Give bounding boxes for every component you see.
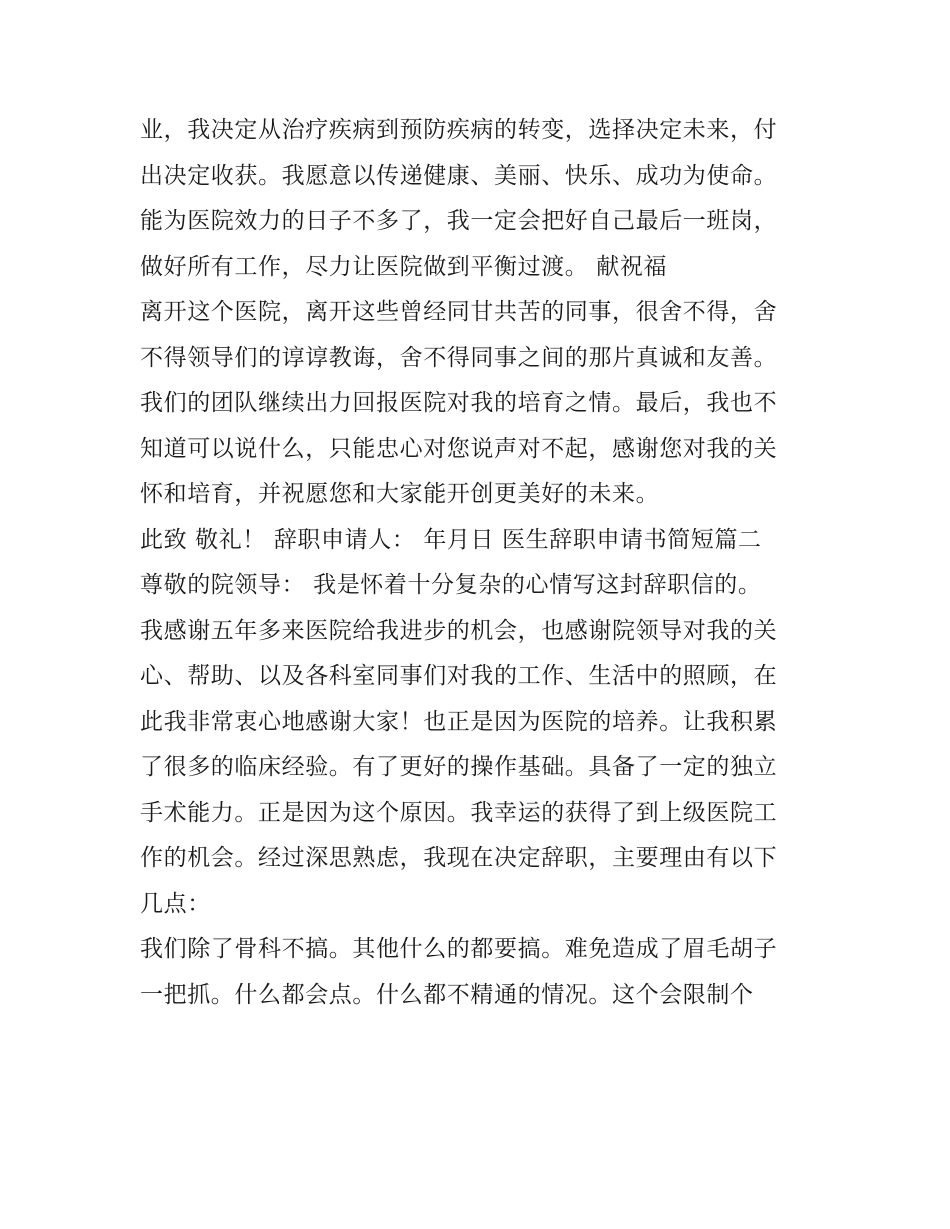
text-line: 离开这个医院，离开这些曾经同甘共苦的同事，很舍不得，舍 xyxy=(140,299,778,325)
text-line: 心、帮助、以及各科室同事们对我的工作、生活中的照顾，在 xyxy=(140,663,778,689)
text-line: 几点： xyxy=(140,890,211,917)
text-line: 一把抓。什么都会点。什么都不精通的情况。这个会限制个 xyxy=(140,981,754,1008)
text-line: 我们的团队继续出力回报医院对我的培育之情。最后，我也不 xyxy=(140,390,778,416)
text-line: 手术能力。正是因为这个原因。我幸运的获得了到上级医院工 xyxy=(140,799,778,826)
text-line: 我感谢五年多来医院给我进步的机会，也感谢院领导对我的关 xyxy=(140,617,778,644)
text-line: 我们除了骨科不搞。其他什么的都要搞。难免造成了眉毛胡子 xyxy=(140,936,778,962)
text-line: 此致 敬礼！ 辞职申请人： 年月日 医生辞职申请书简短篇二 xyxy=(140,526,762,553)
text-line: 怀和培育，并祝愿您和大家能开创更美好的未来。 xyxy=(140,481,660,507)
text-line: 尊敬的院领导： 我是怀着十分复杂的心情写这封辞职信的。 xyxy=(140,572,762,598)
text-line: 能为医院效力的日子不多了，我一定会把好自己最后一班岗， xyxy=(140,208,778,234)
text-line: 知道可以说什么，只能忠心对您说声对不起，感谢您对我的关 xyxy=(140,435,778,462)
text-line: 作的机会。经过深思熟虑，我现在决定辞职，主要理由有以下 xyxy=(140,845,778,871)
text-line: 出决定收获。我愿意以传递健康、美丽、快乐、成功为使命。 xyxy=(140,162,778,189)
text-line: 业，我决定从治疗疾病到预防疾病的转变，选择决定未来，付 xyxy=(140,117,778,143)
text-line: 做好所有工作，尽力让医院做到平衡过渡。 献祝福 xyxy=(140,253,668,280)
text-line: 此我非常衷心地感谢大家！也正是因为医院的培养。让我积累 xyxy=(140,708,778,735)
text-line: 了很多的临床经验。有了更好的操作基础。具备了一定的独立 xyxy=(140,754,778,780)
document-body xyxy=(140,108,820,1018)
text-line: 不得领导们的谆谆教诲，舍不得同事之间的那片真诚和友善。 xyxy=(140,344,778,371)
